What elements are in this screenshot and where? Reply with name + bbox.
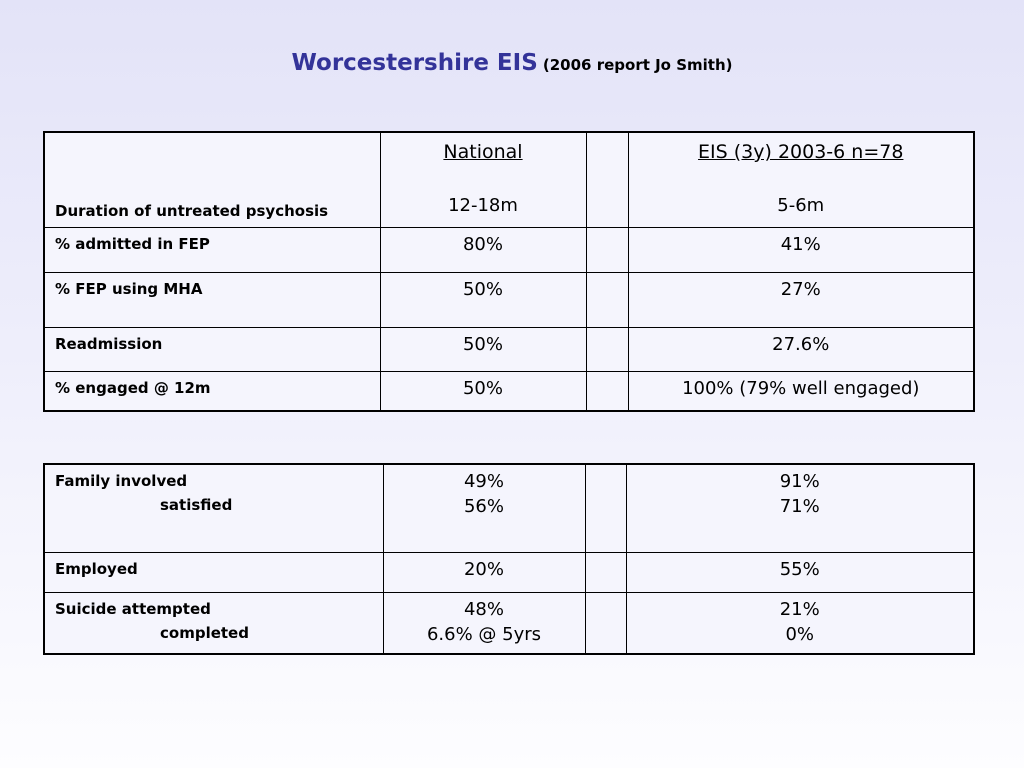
- eis-value-cell: [626, 592, 974, 654]
- national-value-2: 6.6% @ 5yrs: [426, 623, 542, 645]
- national-header-cell: [380, 132, 586, 227]
- national-heading: National: [443, 141, 523, 163]
- spacer-cell: [586, 272, 628, 327]
- outcomes-table-2: [43, 463, 975, 655]
- row-label: % engaged @ 12m: [44, 371, 380, 411]
- national-value-2: 56%: [463, 496, 504, 517]
- row-label: % FEP using MHA: [44, 272, 380, 327]
- table-row: [44, 371, 974, 411]
- spacer-cell: [586, 227, 628, 272]
- eis-header-cell: [628, 132, 974, 227]
- table-header-row: [44, 132, 974, 227]
- spacer-cell: [586, 371, 628, 411]
- row-label: Employed: [44, 552, 383, 592]
- eis-value: 91%: [779, 471, 820, 492]
- row-label: Family involved: [55, 472, 188, 490]
- eis-value: 27.6%: [628, 327, 974, 371]
- national-value: 50%: [380, 327, 586, 371]
- eis-value-2: 71%: [779, 496, 820, 517]
- eis-value-cell: [626, 464, 974, 552]
- table-row: [44, 327, 974, 371]
- spacer-cell: [585, 552, 626, 592]
- spacer-cell: [585, 592, 626, 654]
- spacer-cell: [586, 327, 628, 371]
- national-value: 12-18m: [448, 195, 518, 216]
- row-label: Readmission: [44, 327, 380, 371]
- national-value-cell: [383, 592, 585, 654]
- eis-value-2: 0%: [785, 623, 815, 645]
- eis-value: 100% (79% well engaged): [628, 371, 974, 411]
- row-label: Duration of untreated psychosis: [44, 132, 380, 227]
- eis-value: 21%: [779, 598, 820, 620]
- table-row: [44, 464, 974, 552]
- outcomes-table-1: [43, 131, 975, 412]
- spacer-cell: [585, 464, 626, 552]
- eis-value: 41%: [628, 227, 974, 272]
- table-row: [44, 552, 974, 592]
- national-value: 80%: [380, 227, 586, 272]
- national-value: 48%: [463, 598, 504, 620]
- eis-value: 5-6m: [777, 195, 825, 216]
- row-sublabel: completed: [160, 623, 249, 642]
- table-row: [44, 592, 974, 654]
- eis-value: 27%: [628, 272, 974, 327]
- table-row: [44, 227, 974, 272]
- national-value: 50%: [380, 371, 586, 411]
- title-subtitle: (2006 report Jo Smith): [542, 56, 733, 74]
- row-label-cell: [44, 464, 383, 552]
- table-row: [44, 272, 974, 327]
- eis-value: 55%: [626, 552, 974, 592]
- slide-title: [0, 50, 1024, 76]
- national-value: 20%: [383, 552, 585, 592]
- row-sublabel: satisfied: [160, 496, 233, 514]
- row-label: % admitted in FEP: [44, 227, 380, 272]
- title-main: Worcestershire EIS: [291, 50, 538, 76]
- national-value: 50%: [380, 272, 586, 327]
- row-label-cell: [44, 592, 383, 654]
- eis-heading: EIS (3y) 2003-6 n=78: [698, 141, 904, 163]
- national-value-cell: [383, 464, 585, 552]
- spacer-cell: [586, 132, 628, 227]
- row-label: Suicide attempted: [55, 599, 211, 618]
- national-value: 49%: [463, 471, 504, 492]
